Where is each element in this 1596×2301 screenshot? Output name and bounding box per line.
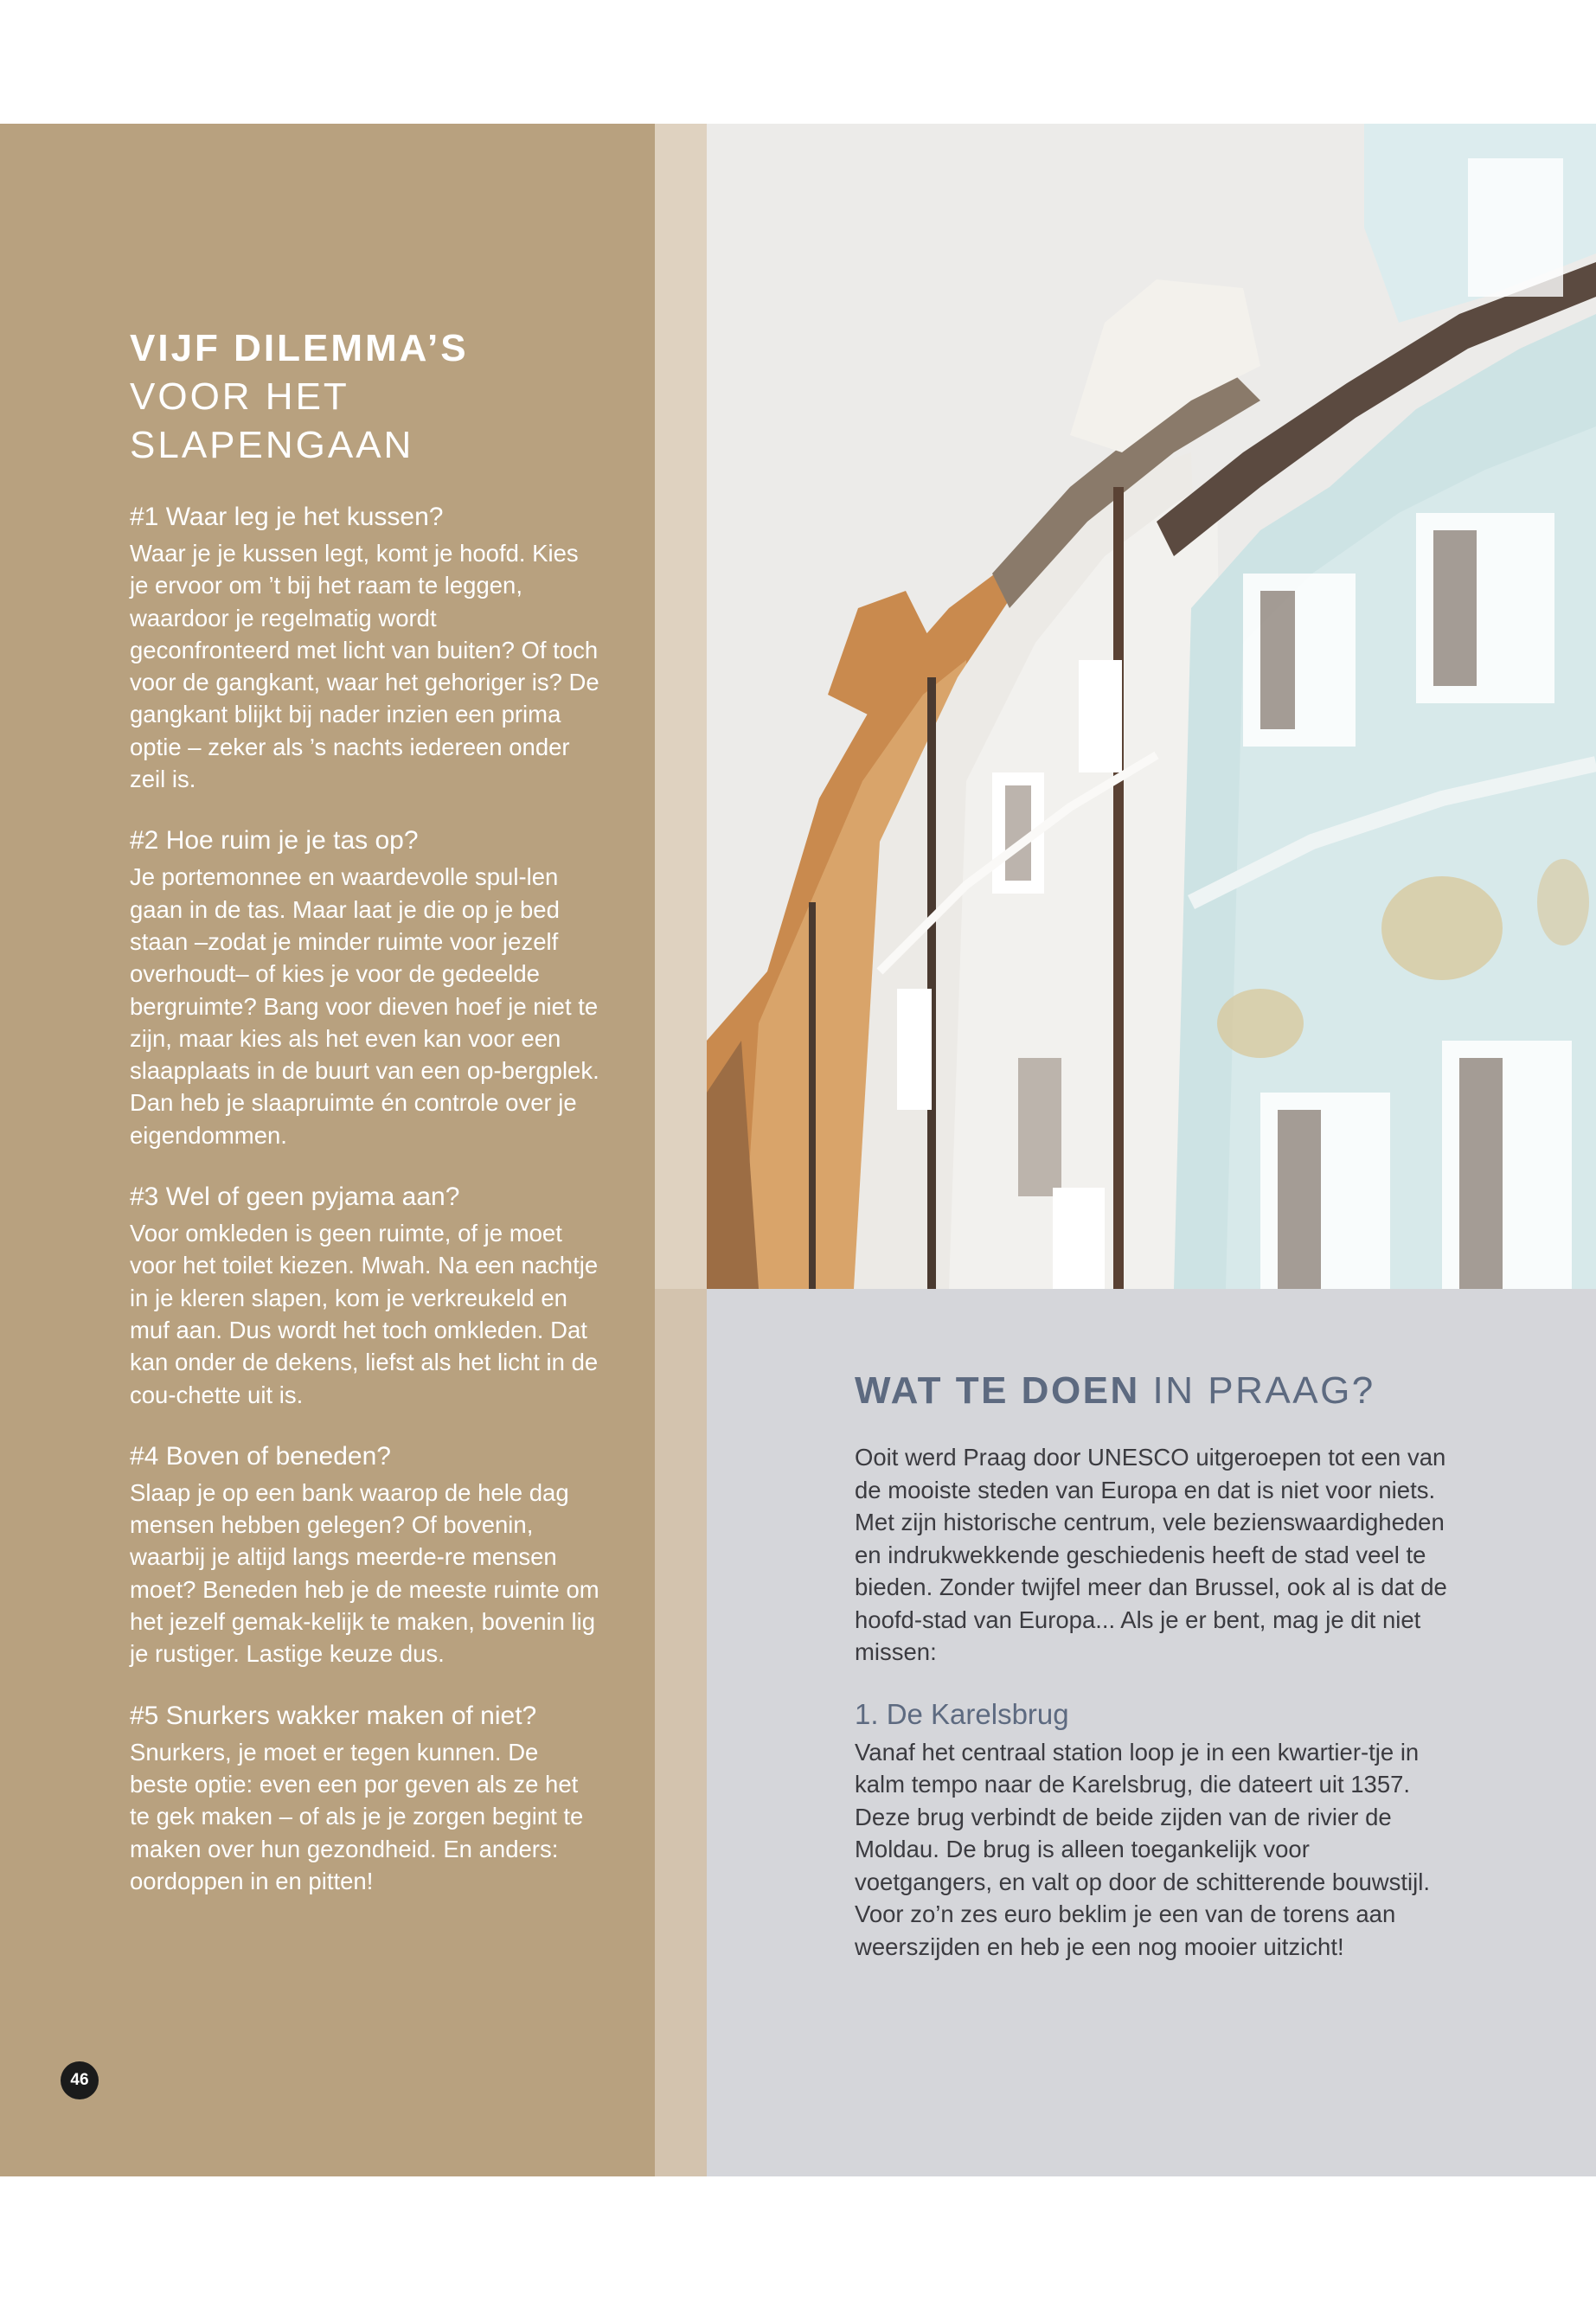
dilemma-heading: #3 Wel of geen pyjama aan? bbox=[130, 1183, 460, 1212]
dilemma-heading: #1 Waar leg je het kussen? bbox=[130, 503, 444, 531]
divider-strip-lower bbox=[655, 1289, 707, 2176]
dilemmas-title-bold: VIJF DILEMMA’S bbox=[130, 327, 469, 369]
dilemma-2 bbox=[130, 824, 601, 1151]
prague-intro: Ooit werd Praag door UNESCO uitgeroepen tot een van de mooiste steden van Europa en dat is niet voor niets. Met zijn historische centrum, vele bezienswaardigheden en indrukwekkende geschiedenis heeft de stad veel te bieden. Zonder twijfel meer dan Brussel, ook al is dat de hoofd-stad van Europa... Als je er bent, mag je dit niet missen: bbox=[855, 1444, 1447, 1665]
prague-title-light: IN PRAAG? bbox=[1139, 1369, 1375, 1412]
dilemma-text: Waar je je kussen legt, komt je hoofd. Kies je ervoor om ’t bij het raam te leggen, waardoor je regelmatig wordt geconfronteerd met licht van buiten? Of toch voor de gangkant, waar het gehoriger is? De gangkant blijkt bij nader inzien een prima optie – zeker als ’s nachts iedereen onder zeil is. bbox=[130, 540, 599, 793]
dilemma-text: Slaap je op een bank waarop de hele dag mensen hebben gelegen? Of bovenin, waarbij je altijd langs meerde-re mensen moet? Beneden heb je de meeste ruimte om het jezelf gemak-kelijk te maken, bovenin lig je rustiger. Lastige keuze dus. bbox=[130, 1478, 599, 1668]
karelsbrug-text: Vanaf het centraal station loop je in een kwartier-tje in kalm tempo naar de Karelsbrug, die dateert uit 1357. Deze brug verbindt de beide zijden van de rivier de Moldau. De brug is alleen toegankelijk voor voetgangers, en valt op door de schitterende bouwstijl. Voor zo’n zes euro beklim je een van de torens aan weerszijden en heb je een nog mooier uitzicht! bbox=[855, 1738, 1430, 1960]
dilemma-4 bbox=[130, 1440, 601, 1670]
dilemma-1 bbox=[130, 501, 601, 795]
page-number-badge: 46 bbox=[61, 2061, 99, 2099]
sleeping-dilemmas-column bbox=[130, 324, 601, 1897]
dilemmas-title-line-3: SLAPENGAAN bbox=[130, 424, 414, 466]
prague-column bbox=[855, 1367, 1447, 1963]
karelsbrug-heading: 1. De Karelsbrug bbox=[855, 1697, 1069, 1730]
dilemma-text: Snurkers, je moet er tegen kunnen. De beste optie: even een por geven als ze het te gek maken – of als je je zorgen begint te maken over hun gezondheid. En anders: oordoppen in en pitten! bbox=[130, 1738, 584, 1894]
dilemma-heading: #2 Hoe ruim je je tas op? bbox=[130, 826, 419, 856]
dilemma-3 bbox=[130, 1181, 601, 1411]
prague-buildings-photo bbox=[707, 124, 1596, 1289]
dilemma-text: Je portemonnee en waardevolle spul-len gaan in de tas. Maar laat je die op je bed staan –zodat je minder ruimte voor jezelf overhoudt– of kies je voor de gedeelde bergruimte? Bang voor dieven hoef je niet te zijn, maar kies als het even kan voor een slaapplaats in de buurt van een op-bergplek. Dan heb je slaapruimte én controle over je eigendommen. bbox=[130, 863, 599, 1149]
dilemma-heading: #4 Boven of beneden? bbox=[130, 1441, 391, 1471]
prague-title bbox=[855, 1367, 1447, 1415]
prague-title-bold: WAT TE DOEN bbox=[855, 1369, 1140, 1412]
dilemmas-title-line-2: VOOR HET bbox=[130, 375, 349, 418]
dilemma-heading: #5 Snurkers wakker maken of niet? bbox=[130, 1701, 537, 1730]
dilemma-5 bbox=[130, 1700, 601, 1897]
dilemma-text: Voor omkleden is geen ruimte, of je moet voor het toilet kiezen. Mwah. Na een nachtje in je kleren slapen, kom je verkreukeld en muf aan. Dus wordt het toch omkleden. Dat kan onder de dekens, liefst als het licht in de cou-chette uit is. bbox=[130, 1220, 599, 1408]
